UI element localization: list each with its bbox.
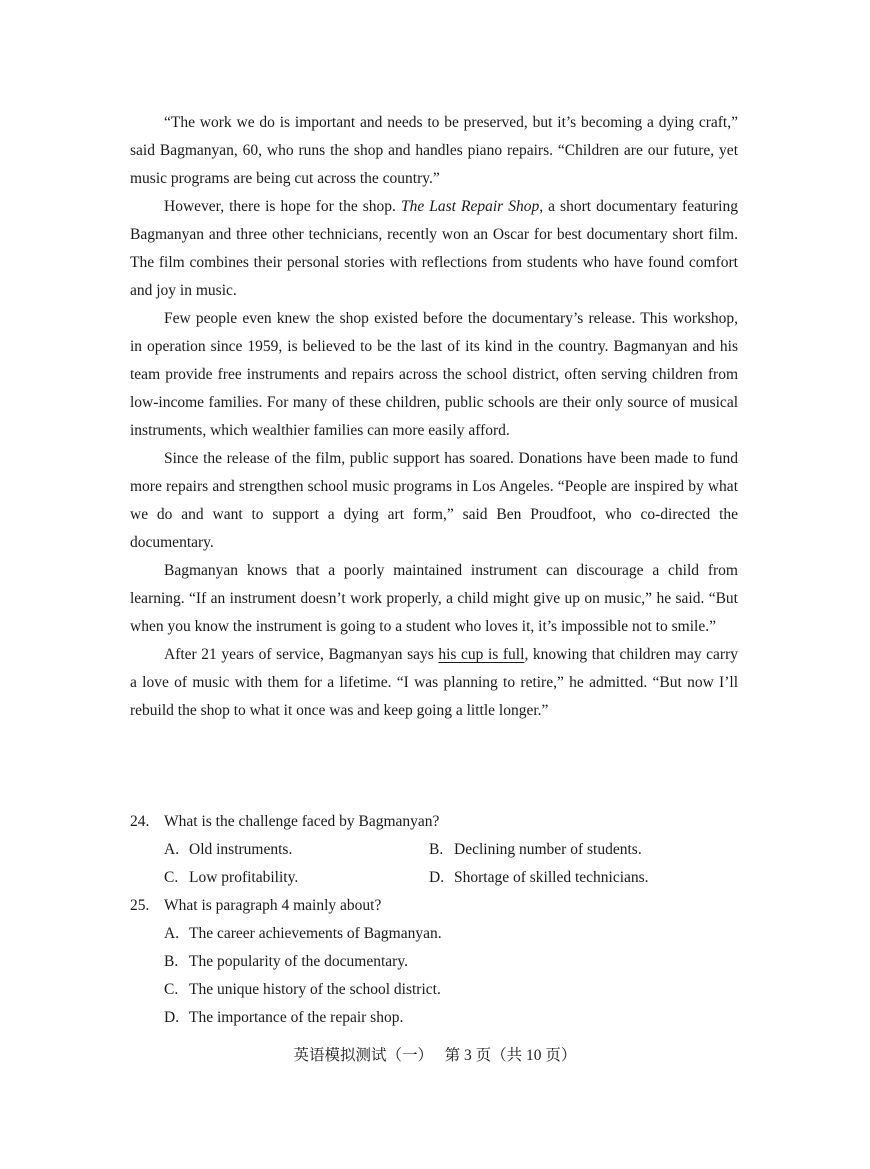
- option-letter: B.: [164, 953, 179, 970]
- option-24-a[interactable]: [164, 836, 429, 864]
- option-letter: D.: [429, 869, 445, 886]
- option-25-c[interactable]: [164, 976, 738, 1004]
- option-text: The importance of the repair shop.: [189, 1009, 404, 1026]
- option-text: Shortage of skilled technicians.: [454, 869, 649, 886]
- question-stem: [130, 892, 738, 920]
- paragraph-6-text-after: , knowing that children may carry a love of music with them for a lifetime. “I was planning to retire,” he admitted. “But now I’ll rebuild the shop to what it once was and keep going a little longer.”: [130, 646, 738, 719]
- question-stem: [130, 808, 738, 836]
- option-text: Declining number of students.: [454, 841, 642, 858]
- question-24: [130, 808, 738, 892]
- page-footer: 英语模拟测试（一） 第 3 页（共 10 页）: [293, 1047, 577, 1064]
- option-25-b[interactable]: [164, 948, 738, 976]
- paragraph-1: “The work we do is important and needs to be preserved, but it’s becoming a dying craft,” said Bagmanyan, 60, who runs the shop and handles piano repairs. “Children are our future, yet music programs are being cut across the country.”: [130, 114, 738, 187]
- paragraph-2-text-before: However, there is hope for the shop.: [164, 198, 401, 215]
- option-text: The unique history of the school district.: [189, 981, 441, 998]
- option-letter: C.: [164, 981, 179, 998]
- option-24-b[interactable]: [429, 836, 729, 864]
- question-section: [130, 808, 738, 1032]
- paragraph-6: [130, 641, 738, 725]
- option-text: The career achievements of Bagmanyan.: [189, 925, 442, 942]
- options-grid: [130, 836, 738, 892]
- underlined-phrase: his cup is full: [438, 646, 525, 663]
- option-text: The popularity of the documentary.: [189, 953, 408, 970]
- option-letter: D.: [164, 1009, 180, 1026]
- option-25-a[interactable]: [164, 920, 738, 948]
- option-letter: B.: [429, 841, 444, 858]
- paragraph-2-text-after: , a short documentary featuring Bagmanyan and three other technicians, recently won an Oscar for best documentary short film. The film combines their personal stories with reflections from students who have found comfort and joy in music.: [130, 198, 738, 299]
- option-text: Old instruments.: [189, 841, 293, 858]
- paragraph-5: Bagmanyan knows that a poorly maintained instrument can discourage a child from learning. “If an instrument doesn’t work properly, a child might give up on music,” he said. “But when you know the instrument is going to a student who loves it, it’s impossible not to smile.”: [130, 562, 738, 635]
- question-text: What is paragraph 4 mainly about?: [164, 897, 382, 914]
- option-letter: A.: [164, 841, 180, 858]
- option-25-d[interactable]: [164, 1004, 738, 1032]
- paragraph-2: [130, 193, 738, 305]
- paragraph-4: Since the release of the film, public support has soared. Donations have been made to fund more repairs and strengthen school music programs in Los Angeles. “People are inspired by what we do and want to support a dying art form,” said Ben Proudfoot, who co-directed the documentary.: [130, 450, 738, 551]
- question-25: [130, 892, 738, 1032]
- question-number: 25.: [130, 897, 150, 914]
- question-number: 24.: [130, 813, 150, 830]
- option-letter: A.: [164, 925, 180, 942]
- question-text: What is the challenge faced by Bagmanyan?: [164, 813, 440, 830]
- option-24-c[interactable]: [164, 864, 429, 892]
- reading-passage: [130, 109, 738, 725]
- paragraph-6-text-before: After 21 years of service, Bagmanyan says: [164, 646, 439, 663]
- option-24-d[interactable]: [429, 864, 729, 892]
- options-list: [130, 920, 738, 1032]
- option-text: Low profitability.: [189, 869, 299, 886]
- paragraph-3: Few people even knew the shop existed before the documentary’s release. This workshop, in operation since 1959, is believed to be the last of its kind in the country. Bagmanyan and his team provide free instruments and repairs across the school district, often serving children from low-income families. For many of these children, public schools are their only source of musical instruments, which wealthier families can more easily afford.: [130, 310, 738, 439]
- option-letter: C.: [164, 869, 179, 886]
- documentary-title: The Last Repair Shop: [400, 198, 540, 215]
